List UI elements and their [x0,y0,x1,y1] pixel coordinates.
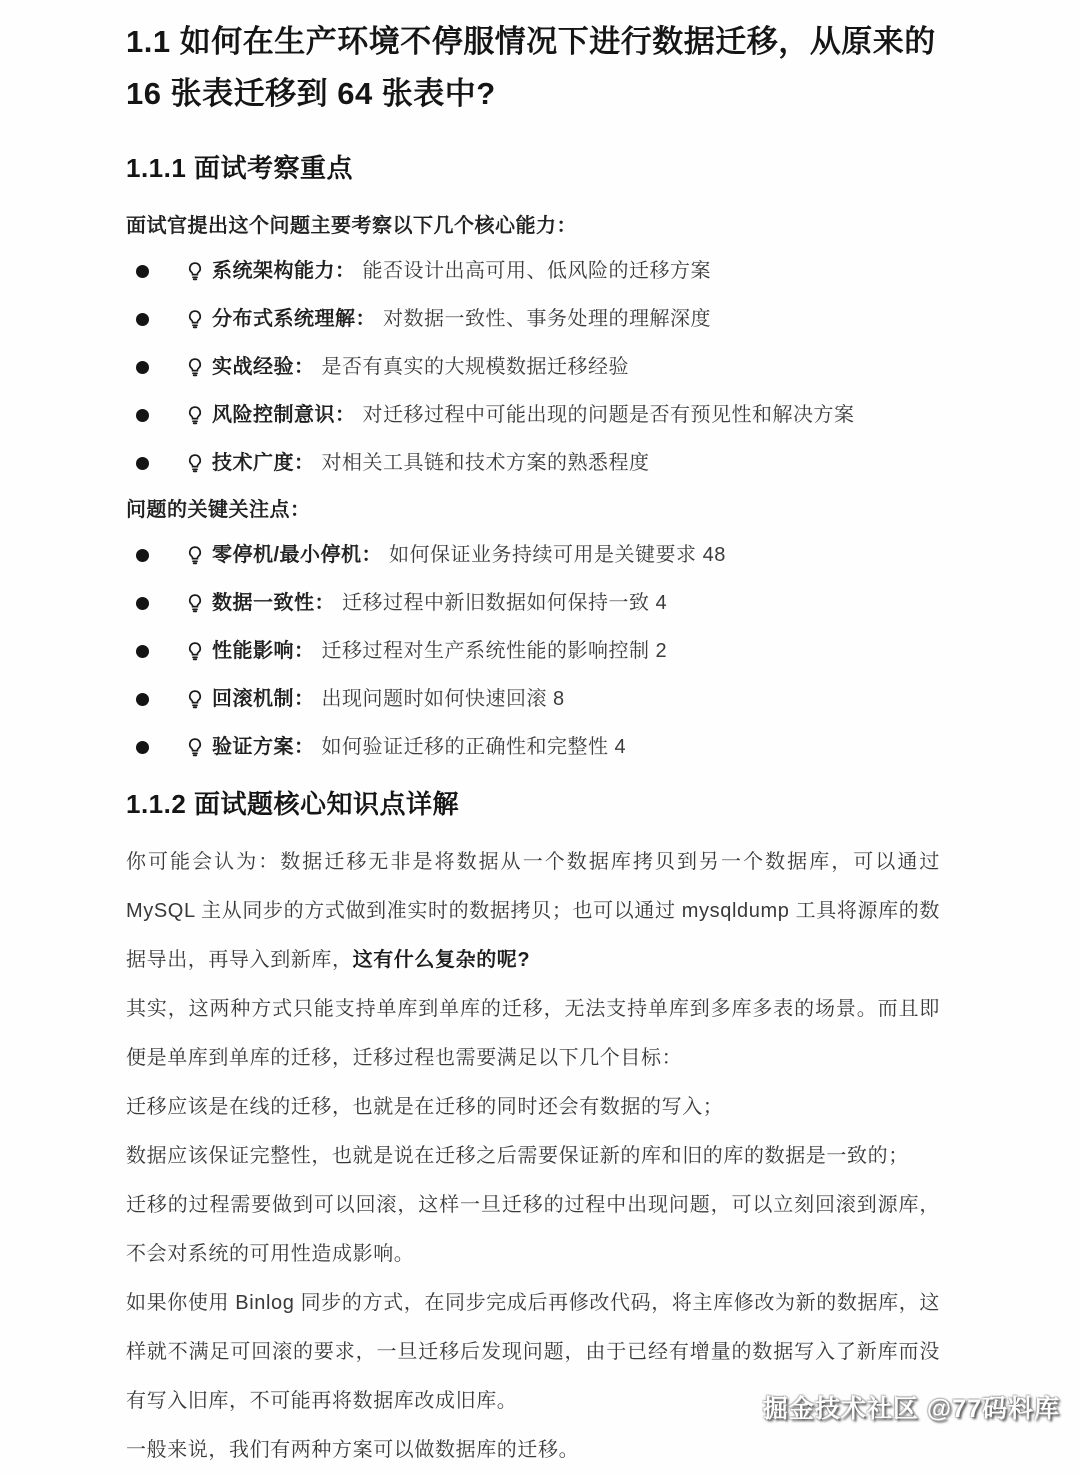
list-item-label: 实战经验： [212,356,315,378]
list-item [126,304,940,334]
list-item [126,540,940,570]
paragraph-bold-text: 这有什么复杂的呢? [352,949,531,971]
bullet-dot-icon [136,741,149,754]
bullet-dot-icon [136,409,149,422]
list-item [126,256,940,286]
list-item-text: 如何保证业务持续可用是关键要求 48 [389,544,726,566]
list-item [126,352,940,382]
lightbulb-icon [185,640,205,662]
list-item-text: 迁移过程中新旧数据如何保持一致 4 [342,592,668,614]
lightbulb-icon [185,688,205,710]
bullet-dot-icon [136,265,149,278]
list-item-label: 技术广度： [212,452,315,474]
list-item [126,732,940,762]
lightbulb-icon [185,308,205,330]
lightbulb-icon [185,592,205,614]
paragraph: 其实，这两种方式只能支持单库到单库的迁移，无法支持单库到多库多表的场景。而且即便是单库到单库的迁移，迁移过程也需要满足以下几个目标： [126,998,940,1069]
core-ability-list [126,256,940,478]
bullet-dot-icon [136,457,149,470]
list2-intro: 问题的关键关注点： [126,499,311,521]
list-item [126,448,940,478]
paragraph-text: 你可能会认为：数据迁移无非是将数据从一个数据库拷贝到另一个数据库，可以通过 MySQL 主从同步的方式做到准实时的数据拷贝；也可以通过 mysqldump 工具将源库的数据导出，再导入到新库， [126,851,940,971]
list-item [126,400,940,430]
paragraph: 迁移应该是在线的迁移，也就是在迁移的同时还会有数据的写入； [126,1096,724,1118]
list-item [126,636,940,666]
list-item-label: 分布式系统理解： [212,308,376,330]
watermark: 掘金技术社区 @77码料库 [762,1395,1060,1423]
paragraph [126,838,940,985]
list-item [126,684,940,714]
key-focus-list [126,540,940,762]
paragraph: 迁移的过程需要做到可以回滚，这样一旦迁移的过程中出现问题，可以立刻回滚到源库，不会对系统的可用性造成影响。 [126,1194,940,1265]
list-item [126,588,940,618]
list-item-text: 对相关工具链和技术方案的熟悉程度 [321,452,650,474]
list-item-text: 对数据一致性、事务处理的理解深度 [383,308,711,330]
subsection-title-examination-focus: 1.1.1 面试考察重点 [126,153,354,183]
list-item-text: 能否设计出高可用、低风险的迁移方案 [362,260,711,282]
lightbulb-icon [185,260,205,282]
list1-intro: 面试官提出这个问题主要考察以下几个核心能力： [126,215,577,237]
lightbulb-icon [185,452,205,474]
lightbulb-icon [185,404,205,426]
list-item-text: 是否有真实的大规模数据迁移经验 [321,356,629,378]
list-item-text: 如何验证迁移的正确性和完整性 4 [321,736,627,758]
list-item-label: 验证方案： [212,736,315,758]
list-item-label: 系统架构能力： [212,260,356,282]
bullet-dot-icon [136,313,149,326]
bullet-dot-icon [136,693,149,706]
subsection-title-knowledge-points: 1.1.2 面试题核心知识点详解 [126,789,460,819]
bullet-dot-icon [136,597,149,610]
list-item-label: 数据一致性： [212,592,335,614]
bullet-dot-icon [136,549,149,562]
list-item-text: 对迁移过程中可能出现的问题是否有预见性和解决方案 [362,404,855,426]
body-paragraphs [126,838,940,1475]
bullet-dot-icon [136,645,149,658]
list-item-label: 风险控制意识： [212,404,356,426]
list-item-label: 性能影响： [212,640,315,662]
list-item-text: 出现问题时如何快速回滚 8 [321,688,565,710]
paragraph: 如果你使用 Binlog 同步的方式，在同步完成后再修改代码，将主库修改为新的数据库，这样就不满足可回滚的要求，一旦迁移后发现问题，由于已经有增量的数据写入了新库而没有写入旧库，不可能再将数据库改成旧库。 [126,1292,940,1412]
paragraph: 一般来说，我们有两种方案可以做数据库的迁移。 [126,1439,580,1461]
paragraph: 数据应该保证完整性，也就是说在迁移之后需要保证新的库和旧的库的数据是一致的； [126,1145,909,1167]
bullet-dot-icon [136,361,149,374]
page-title: 1.1 如何在生产环境不停服情况下进行数据迁移，从原来的 16 张表迁移到 64 张表中? [126,24,936,111]
lightbulb-icon [185,544,205,566]
list-item-label: 回滚机制： [212,688,315,710]
lightbulb-icon [185,356,205,378]
list-item-text: 迁移过程对生产系统性能的影响控制 2 [321,640,668,662]
list-item-label: 零停机/最小停机： [212,544,383,566]
lightbulb-icon [185,736,205,758]
